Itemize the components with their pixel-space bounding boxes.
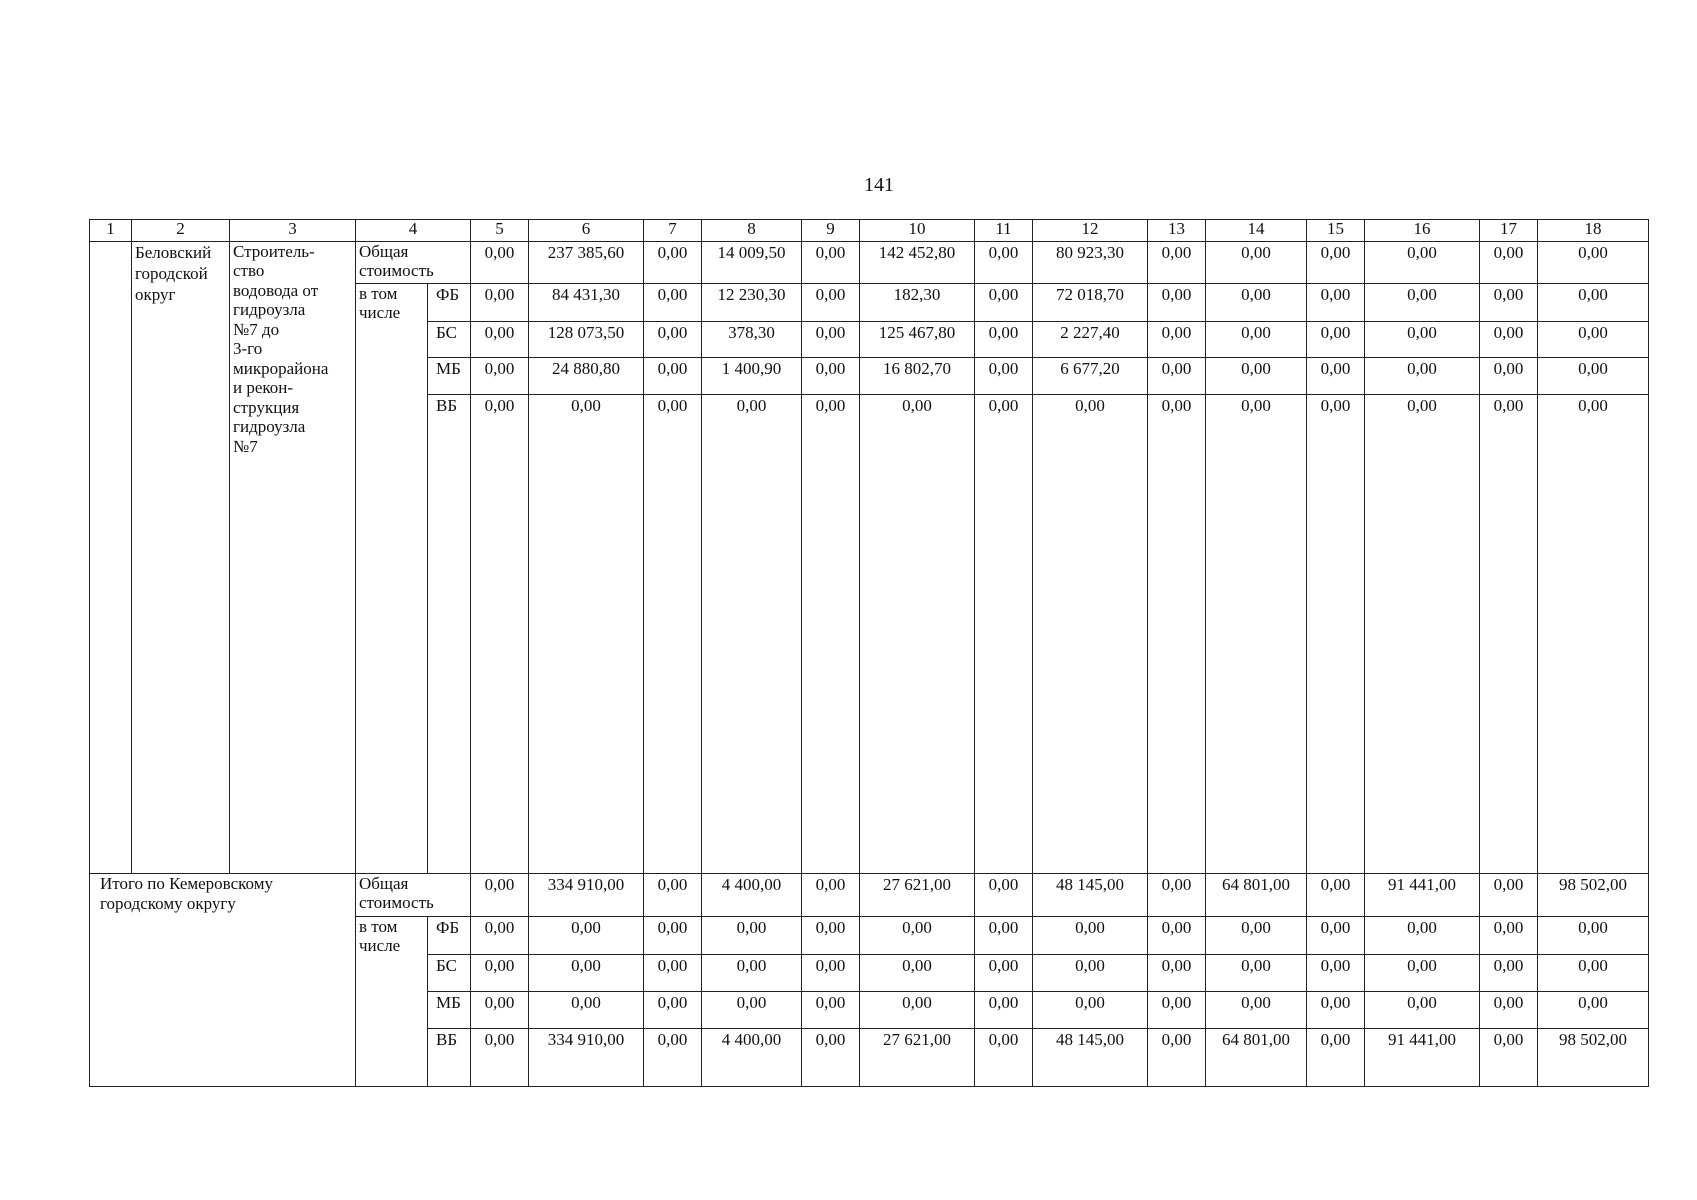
header-cell: 2 xyxy=(132,220,230,242)
header-cell: 4 xyxy=(356,220,471,242)
value-cell: 0,00 xyxy=(1480,917,1538,955)
value-cell: 0,00 xyxy=(644,917,702,955)
budget-code-cell: МБ xyxy=(428,991,471,1028)
value-cell: 0,00 xyxy=(1307,955,1365,992)
page-number: 141 xyxy=(864,174,894,196)
value-cell: 0,00 xyxy=(975,991,1033,1028)
value-cell: 237 385,60 xyxy=(529,241,644,283)
header-cell: 18 xyxy=(1538,220,1649,242)
header-cell: 12 xyxy=(1033,220,1148,242)
value-cell: 0,00 xyxy=(1538,395,1649,874)
value-cell: 0,00 xyxy=(1365,321,1480,358)
value-cell: 128 073,50 xyxy=(529,321,644,358)
value-cell: 0,00 xyxy=(471,955,529,992)
row-index-cell xyxy=(90,241,132,873)
value-cell: 0,00 xyxy=(1538,241,1649,283)
value-cell: 334 910,00 xyxy=(529,873,644,916)
value-cell: 0,00 xyxy=(1148,955,1206,992)
value-cell: 0,00 xyxy=(644,321,702,358)
value-cell: 142 452,80 xyxy=(860,241,975,283)
value-cell: 0,00 xyxy=(471,991,529,1028)
value-cell: 125 467,80 xyxy=(860,321,975,358)
header-cell: 8 xyxy=(702,220,802,242)
value-cell: 0,00 xyxy=(702,395,802,874)
value-cell: 98 502,00 xyxy=(1538,873,1649,916)
value-cell: 0,00 xyxy=(644,1028,702,1086)
value-cell: 0,00 xyxy=(975,321,1033,358)
value-cell: 0,00 xyxy=(1206,955,1307,992)
value-cell: 0,00 xyxy=(1148,1028,1206,1086)
value-cell: 64 801,00 xyxy=(1206,873,1307,916)
value-cell: 0,00 xyxy=(1307,1028,1365,1086)
value-cell: 0,00 xyxy=(975,283,1033,321)
municipality-cell: Беловский городской округ xyxy=(132,241,230,873)
value-cell: 14 009,50 xyxy=(702,241,802,283)
value-cell: 0,00 xyxy=(529,917,644,955)
value-cell: 91 441,00 xyxy=(1365,1028,1480,1086)
value-cell: 0,00 xyxy=(529,955,644,992)
budget-table xyxy=(89,219,1649,1087)
value-cell: 0,00 xyxy=(644,358,702,395)
object-cell: Строитель- ство водовода от гидроузла №7 до 3-го микрорайона и рекон- струкция гидроузла №7 xyxy=(230,241,356,873)
value-cell: 0,00 xyxy=(1365,241,1480,283)
value-cell: 0,00 xyxy=(644,395,702,874)
header-cell: 15 xyxy=(1307,220,1365,242)
value-cell: 0,00 xyxy=(1307,241,1365,283)
value-cell: 0,00 xyxy=(802,395,860,874)
value-cell: 0,00 xyxy=(860,955,975,992)
value-cell: 0,00 xyxy=(529,395,644,874)
budget-code-cell: МБ xyxy=(428,358,471,395)
header-cell: 13 xyxy=(1148,220,1206,242)
budget-code-cell: ФБ xyxy=(428,917,471,955)
value-cell: 27 621,00 xyxy=(860,873,975,916)
value-cell: 0,00 xyxy=(860,395,975,874)
value-cell: 0,00 xyxy=(802,321,860,358)
value-cell: 0,00 xyxy=(1365,395,1480,874)
header-cell: 3 xyxy=(230,220,356,242)
value-cell: 0,00 xyxy=(1148,917,1206,955)
value-cell: 0,00 xyxy=(1307,917,1365,955)
value-cell: 0,00 xyxy=(1307,321,1365,358)
value-cell: 0,00 xyxy=(471,358,529,395)
header-cell: 6 xyxy=(529,220,644,242)
header-cell: 1 xyxy=(90,220,132,242)
value-cell: 0,00 xyxy=(802,955,860,992)
value-cell: 4 400,00 xyxy=(702,873,802,916)
value-cell: 0,00 xyxy=(1206,241,1307,283)
value-cell: 0,00 xyxy=(1307,395,1365,874)
value-cell: 0,00 xyxy=(1206,358,1307,395)
value-cell: 0,00 xyxy=(1365,358,1480,395)
total-title-cell: Итого по Кемеровскому городскому округу xyxy=(90,873,356,1086)
value-cell: 48 145,00 xyxy=(1033,873,1148,916)
value-cell: 0,00 xyxy=(802,283,860,321)
value-cell: 0,00 xyxy=(1307,283,1365,321)
value-cell: 0,00 xyxy=(1148,873,1206,916)
value-cell: 0,00 xyxy=(644,991,702,1028)
value-cell: 0,00 xyxy=(1148,991,1206,1028)
budget-code-cell: БС xyxy=(428,955,471,992)
value-cell: 0,00 xyxy=(975,917,1033,955)
value-cell: 0,00 xyxy=(1148,395,1206,874)
value-cell: 0,00 xyxy=(471,1028,529,1086)
value-cell: 0,00 xyxy=(644,955,702,992)
header-row xyxy=(90,220,1649,242)
value-cell: 0,00 xyxy=(471,321,529,358)
total-label-cell: Общая стоимость xyxy=(356,873,471,916)
value-cell: 6 677,20 xyxy=(1033,358,1148,395)
value-cell: 48 145,00 xyxy=(1033,1028,1148,1086)
value-cell: 0,00 xyxy=(1480,873,1538,916)
value-cell: 0,00 xyxy=(1148,241,1206,283)
total-label-cell: Общая стоимость xyxy=(356,241,471,283)
header-cell: 10 xyxy=(860,220,975,242)
value-cell: 0,00 xyxy=(1365,283,1480,321)
value-cell: 0,00 xyxy=(471,873,529,916)
value-cell: 0,00 xyxy=(1480,955,1538,992)
header-cell: 17 xyxy=(1480,220,1538,242)
value-cell: 0,00 xyxy=(1206,991,1307,1028)
header-cell: 16 xyxy=(1365,220,1480,242)
including-label-cell: в том числе xyxy=(356,283,428,873)
value-cell: 0,00 xyxy=(975,1028,1033,1086)
value-cell: 0,00 xyxy=(471,241,529,283)
value-cell: 0,00 xyxy=(1206,283,1307,321)
including-label-cell: в том числе xyxy=(356,917,428,1087)
value-cell: 91 441,00 xyxy=(1365,873,1480,916)
value-cell: 0,00 xyxy=(1538,321,1649,358)
value-cell: 0,00 xyxy=(702,917,802,955)
value-cell: 4 400,00 xyxy=(702,1028,802,1086)
header-cell: 14 xyxy=(1206,220,1307,242)
value-cell: 64 801,00 xyxy=(1206,1028,1307,1086)
value-cell: 0,00 xyxy=(1365,991,1480,1028)
value-cell: 0,00 xyxy=(1033,955,1148,992)
budget-code-cell: ФБ xyxy=(428,283,471,321)
value-cell: 98 502,00 xyxy=(1538,1028,1649,1086)
value-cell: 0,00 xyxy=(975,873,1033,916)
value-cell: 0,00 xyxy=(1538,358,1649,395)
header-cell: 11 xyxy=(975,220,1033,242)
value-cell: 24 880,80 xyxy=(529,358,644,395)
value-cell: 0,00 xyxy=(802,241,860,283)
value-cell: 0,00 xyxy=(1365,917,1480,955)
value-cell: 0,00 xyxy=(1307,358,1365,395)
value-cell: 0,00 xyxy=(1206,917,1307,955)
header-cell: 5 xyxy=(471,220,529,242)
value-cell: 0,00 xyxy=(702,955,802,992)
value-cell: 0,00 xyxy=(1480,321,1538,358)
value-cell: 378,30 xyxy=(702,321,802,358)
value-cell: 0,00 xyxy=(644,241,702,283)
value-cell: 27 621,00 xyxy=(860,1028,975,1086)
value-cell: 0,00 xyxy=(1480,241,1538,283)
value-cell: 0,00 xyxy=(1033,917,1148,955)
header-cell: 9 xyxy=(802,220,860,242)
value-cell: 1 400,90 xyxy=(702,358,802,395)
value-cell: 0,00 xyxy=(529,991,644,1028)
value-cell: 0,00 xyxy=(802,1028,860,1086)
value-cell: 12 230,30 xyxy=(702,283,802,321)
value-cell: 0,00 xyxy=(1148,283,1206,321)
value-cell: 0,00 xyxy=(860,991,975,1028)
budget-code-cell: ВБ xyxy=(428,1028,471,1086)
value-cell: 72 018,70 xyxy=(1033,283,1148,321)
table-row xyxy=(90,873,1649,916)
value-cell: 0,00 xyxy=(1033,991,1148,1028)
value-cell: 0,00 xyxy=(644,283,702,321)
value-cell: 0,00 xyxy=(975,241,1033,283)
header-cell: 7 xyxy=(644,220,702,242)
value-cell: 0,00 xyxy=(1480,991,1538,1028)
value-cell: 0,00 xyxy=(702,991,802,1028)
value-cell: 0,00 xyxy=(1538,917,1649,955)
value-cell: 0,00 xyxy=(471,917,529,955)
budget-code-cell: БС xyxy=(428,321,471,358)
value-cell: 80 923,30 xyxy=(1033,241,1148,283)
value-cell: 0,00 xyxy=(1033,395,1148,874)
value-cell: 16 802,70 xyxy=(860,358,975,395)
value-cell: 0,00 xyxy=(1480,395,1538,874)
value-cell: 0,00 xyxy=(1365,955,1480,992)
value-cell: 0,00 xyxy=(1307,991,1365,1028)
value-cell: 0,00 xyxy=(1538,991,1649,1028)
value-cell: 334 910,00 xyxy=(529,1028,644,1086)
value-cell: 0,00 xyxy=(1538,955,1649,992)
value-cell: 0,00 xyxy=(1480,283,1538,321)
budget-code-cell: ВБ xyxy=(428,395,471,874)
table-row xyxy=(90,241,1649,283)
value-cell: 0,00 xyxy=(1480,1028,1538,1086)
value-cell: 0,00 xyxy=(1538,283,1649,321)
value-cell: 0,00 xyxy=(1480,358,1538,395)
value-cell: 0,00 xyxy=(975,395,1033,874)
value-cell: 0,00 xyxy=(1206,395,1307,874)
value-cell: 0,00 xyxy=(1206,321,1307,358)
value-cell: 182,30 xyxy=(860,283,975,321)
value-cell: 0,00 xyxy=(802,917,860,955)
value-cell: 0,00 xyxy=(1148,358,1206,395)
value-cell: 0,00 xyxy=(644,873,702,916)
value-cell: 0,00 xyxy=(1307,873,1365,916)
value-cell: 0,00 xyxy=(802,873,860,916)
value-cell: 2 227,40 xyxy=(1033,321,1148,358)
value-cell: 0,00 xyxy=(471,395,529,874)
value-cell: 0,00 xyxy=(1148,321,1206,358)
value-cell: 0,00 xyxy=(975,358,1033,395)
value-cell: 0,00 xyxy=(471,283,529,321)
value-cell: 0,00 xyxy=(975,955,1033,992)
value-cell: 0,00 xyxy=(802,991,860,1028)
value-cell: 84 431,30 xyxy=(529,283,644,321)
value-cell: 0,00 xyxy=(802,358,860,395)
value-cell: 0,00 xyxy=(860,917,975,955)
